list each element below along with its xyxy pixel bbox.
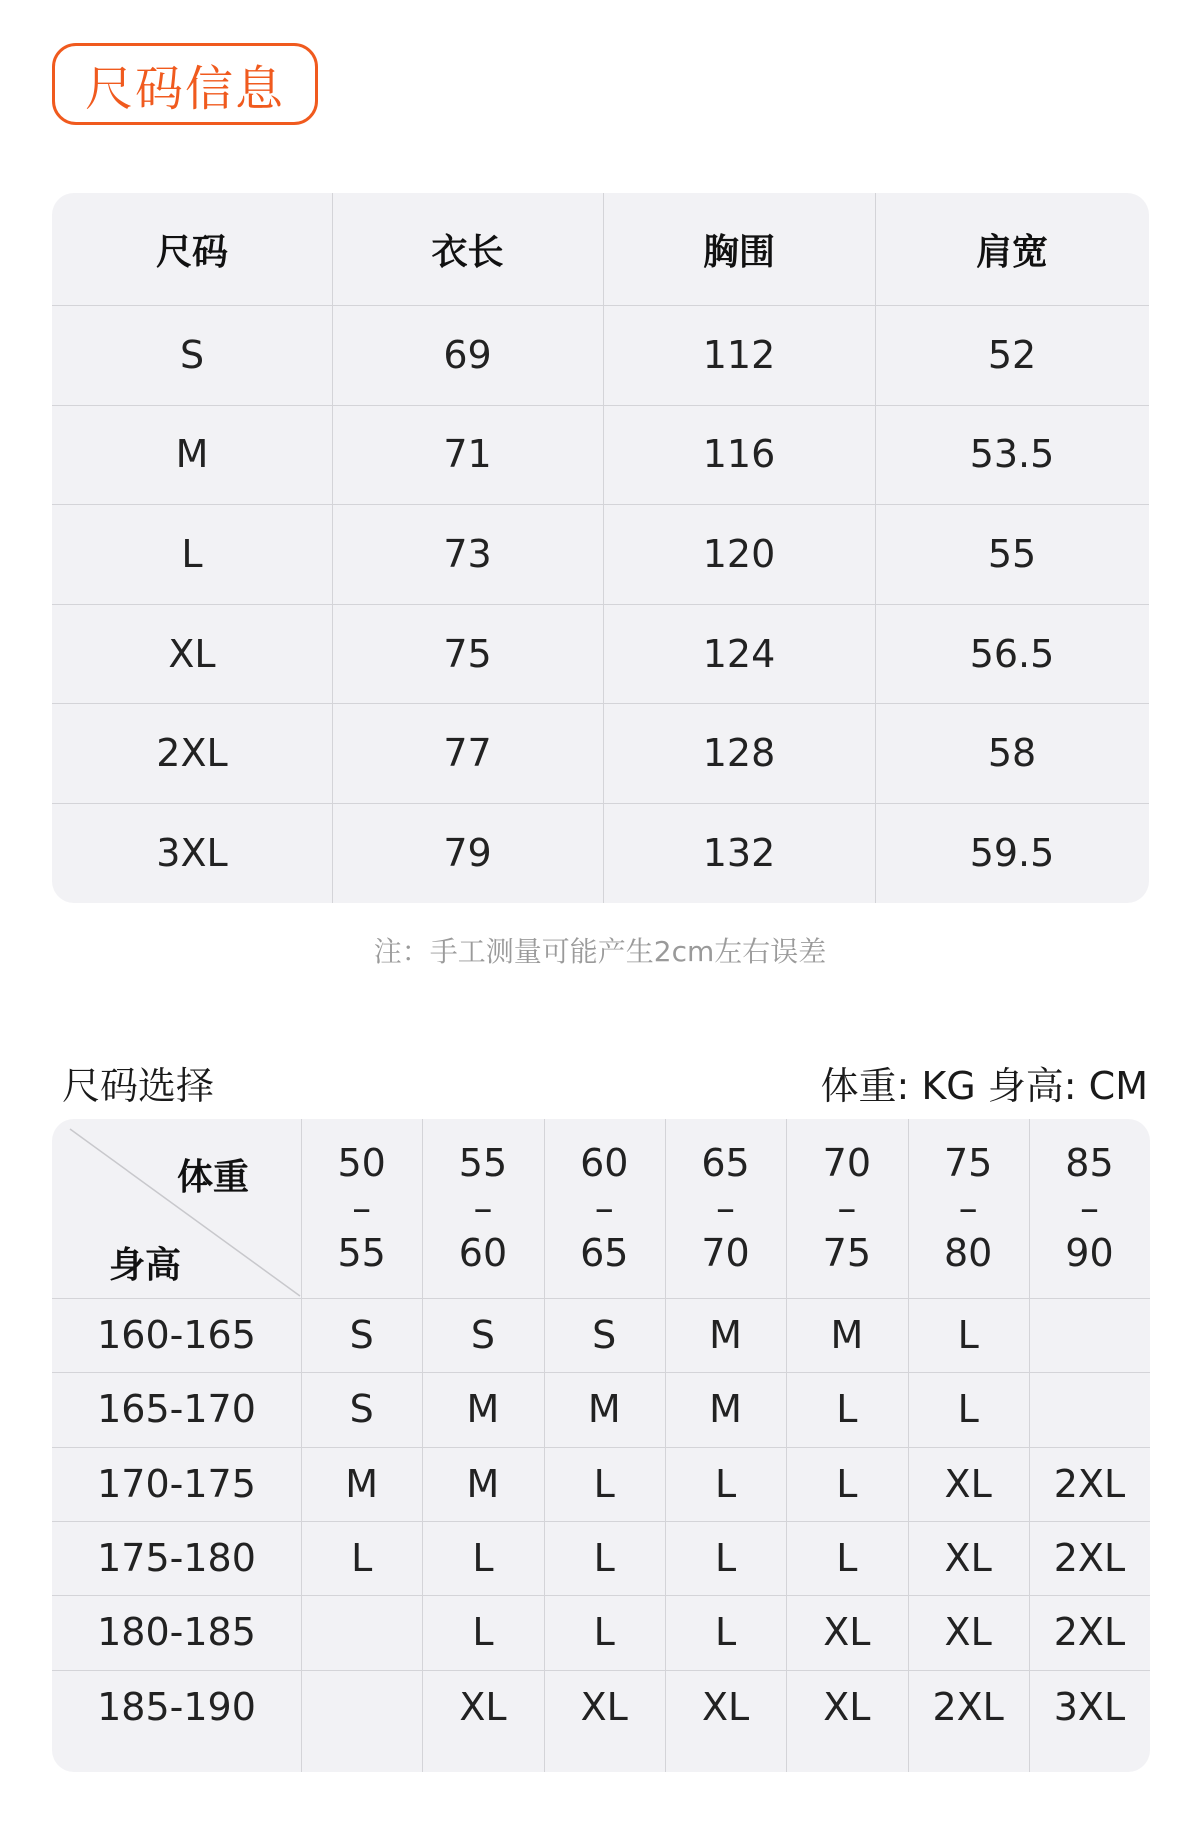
table-cell: 2XL — [156, 731, 228, 776]
weight-range-header — [1029, 1119, 1150, 1298]
size-cell: XL — [823, 1684, 871, 1729]
size-cell: L — [957, 1387, 979, 1432]
weight-range-sep: – — [473, 1186, 493, 1230]
weight-range-header — [665, 1119, 786, 1298]
weight-range-to: 80 — [943, 1231, 993, 1275]
table-cell: S — [179, 332, 205, 377]
grid-line — [544, 1119, 545, 1772]
table-cell: 112 — [702, 332, 776, 377]
table-cell: 69 — [443, 332, 492, 377]
size-cell: XL — [944, 1536, 992, 1581]
height-range-label: 175-180 — [97, 1536, 256, 1581]
size-measurement-table — [52, 193, 1149, 903]
grid-line — [1029, 1119, 1030, 1772]
weight-range-header — [301, 1119, 422, 1298]
weight-range-to: 60 — [458, 1231, 508, 1275]
size-cell: XL — [580, 1684, 628, 1729]
size-cell: M — [466, 1461, 500, 1506]
size-cell: M — [709, 1313, 742, 1358]
table-cell: 56.5 — [969, 631, 1055, 676]
corner-label-height: 身高 — [109, 1245, 182, 1286]
weight-range-from: 55 — [458, 1141, 508, 1185]
table-cell: 55 — [987, 531, 1037, 576]
table-header-row — [52, 193, 1149, 305]
table-row — [52, 305, 1149, 405]
size-cell: 2XL — [1053, 1610, 1126, 1655]
table-row — [52, 405, 1149, 505]
grid-line — [52, 1447, 1150, 1448]
grid-line — [908, 1119, 909, 1772]
weight-range-header — [786, 1119, 907, 1298]
measurement-note: 注：手工测量可能产生2cm左右误差 — [373, 935, 827, 968]
table-row — [52, 703, 1149, 803]
size-cell: 2XL — [1053, 1461, 1126, 1506]
weight-range-to: 70 — [701, 1231, 750, 1275]
table-cell: 71 — [443, 432, 492, 477]
grid-line — [52, 1670, 1150, 1671]
column-header: 衣长 — [431, 231, 504, 273]
weight-range-from: 85 — [1065, 1141, 1114, 1185]
size-cell: L — [472, 1610, 494, 1655]
weight-range-to: 65 — [580, 1231, 629, 1275]
weight-range-sep: – — [594, 1186, 614, 1230]
grid-line — [52, 1298, 1150, 1299]
grid-line — [52, 504, 1149, 505]
size-cell: 2XL — [932, 1684, 1004, 1729]
height-range-label: 165-170 — [97, 1387, 256, 1432]
size-cell: L — [714, 1610, 737, 1655]
weight-range-from: 60 — [580, 1141, 629, 1185]
section-title-size-info: 尺码信息 — [52, 43, 318, 125]
grid-line — [52, 803, 1149, 804]
size-cell: M — [709, 1387, 742, 1432]
size-cell — [1029, 1372, 1150, 1446]
table-cell: 3XL — [156, 830, 228, 875]
column-header: 尺码 — [155, 231, 228, 273]
size-cell: XL — [459, 1684, 507, 1729]
size-cell: L — [593, 1610, 615, 1655]
table-cell: M — [175, 432, 209, 477]
weight-range-to: 75 — [822, 1231, 872, 1275]
weight-range-sep: – — [958, 1186, 978, 1230]
size-cell: L — [351, 1536, 373, 1581]
grid-line — [665, 1119, 666, 1772]
weight-range-to: 90 — [1065, 1231, 1114, 1275]
weight-range-to: 55 — [337, 1231, 386, 1275]
size-cell: S — [349, 1313, 374, 1358]
size-cell: 2XL — [1053, 1536, 1126, 1581]
table-row — [52, 803, 1149, 903]
table-row — [52, 504, 1149, 604]
grid-line — [422, 1119, 423, 1772]
grid-line — [52, 305, 1149, 306]
height-range-label: 185-190 — [97, 1684, 256, 1729]
corner-label-weight: 体重 — [177, 1157, 250, 1198]
size-cell — [301, 1670, 422, 1744]
weight-range-sep: – — [837, 1186, 857, 1230]
grid-line — [52, 1595, 1150, 1596]
size-cell: XL — [701, 1684, 750, 1729]
table-cell: 53.5 — [969, 432, 1055, 477]
table-cell: L — [181, 531, 203, 576]
size-cell: M — [587, 1387, 621, 1432]
size-cell — [1029, 1298, 1150, 1372]
table-cell: 59.5 — [969, 830, 1055, 875]
table-cell: 75 — [443, 631, 492, 676]
grid-line — [875, 193, 876, 903]
table-cell: 79 — [443, 830, 492, 875]
size-cell — [301, 1595, 422, 1669]
weight-range-header — [422, 1119, 543, 1298]
table-cell: 116 — [702, 432, 776, 477]
weight-range-from: 70 — [822, 1141, 872, 1185]
size-cell: M — [830, 1313, 864, 1358]
size-cell: S — [349, 1387, 374, 1432]
column-header: 肩宽 — [975, 231, 1048, 273]
column-header: 胸围 — [702, 231, 775, 273]
weight-range-from: 65 — [701, 1141, 750, 1185]
size-cell: M — [345, 1461, 379, 1506]
size-cell: XL — [823, 1610, 871, 1655]
size-cell: L — [472, 1536, 494, 1581]
table-cell: 120 — [702, 531, 776, 576]
size-cell: XL — [944, 1610, 992, 1655]
grid-line — [52, 604, 1149, 605]
weight-range-sep: – — [352, 1186, 372, 1230]
table-cell: XL — [168, 631, 216, 676]
grid-line — [603, 193, 604, 903]
table-cell: 124 — [702, 631, 776, 676]
size-selection-table — [52, 1119, 1150, 1772]
table-cell: 77 — [443, 731, 492, 776]
size-cell: L — [957, 1313, 979, 1358]
table-cell: 58 — [987, 731, 1037, 776]
table-row — [52, 604, 1149, 704]
size-cell: L — [593, 1536, 615, 1581]
table-cell: 52 — [987, 332, 1037, 377]
weight-range-sep: – — [716, 1186, 736, 1230]
size-cell: L — [714, 1536, 737, 1581]
size-cell: S — [592, 1313, 617, 1358]
weight-range-header — [908, 1119, 1029, 1298]
grid-line — [52, 405, 1149, 406]
weight-range-header — [544, 1119, 665, 1298]
size-cell: M — [466, 1387, 500, 1432]
weight-range-from: 75 — [943, 1141, 993, 1185]
table-cell: 132 — [702, 830, 776, 875]
table-cell: 73 — [443, 531, 492, 576]
grid-line — [52, 1521, 1150, 1522]
height-range-label: 170-175 — [97, 1461, 256, 1506]
table-cell: 128 — [702, 731, 776, 776]
weight-range-sep: – — [1079, 1186, 1099, 1230]
grid-line — [301, 1119, 302, 1772]
height-range-label: 160-165 — [97, 1313, 256, 1358]
size-cell: XL — [944, 1461, 992, 1506]
size-cell: L — [836, 1461, 858, 1506]
size-cell: L — [836, 1387, 858, 1432]
grid-line — [332, 193, 333, 903]
size-cell: L — [836, 1536, 858, 1581]
size-selection-title: 尺码选择 — [62, 1064, 215, 1108]
size-cell: S — [470, 1313, 495, 1358]
size-cell: 3XL — [1053, 1684, 1126, 1729]
size-cell: L — [714, 1461, 737, 1506]
weight-range-from: 50 — [337, 1141, 386, 1185]
units-label: 体重: KG 身高: CM — [820, 1064, 1148, 1108]
size-cell: L — [593, 1461, 615, 1506]
grid-line — [786, 1119, 787, 1772]
height-range-label: 180-185 — [97, 1610, 256, 1655]
grid-line — [52, 703, 1149, 704]
grid-line — [52, 1372, 1150, 1373]
